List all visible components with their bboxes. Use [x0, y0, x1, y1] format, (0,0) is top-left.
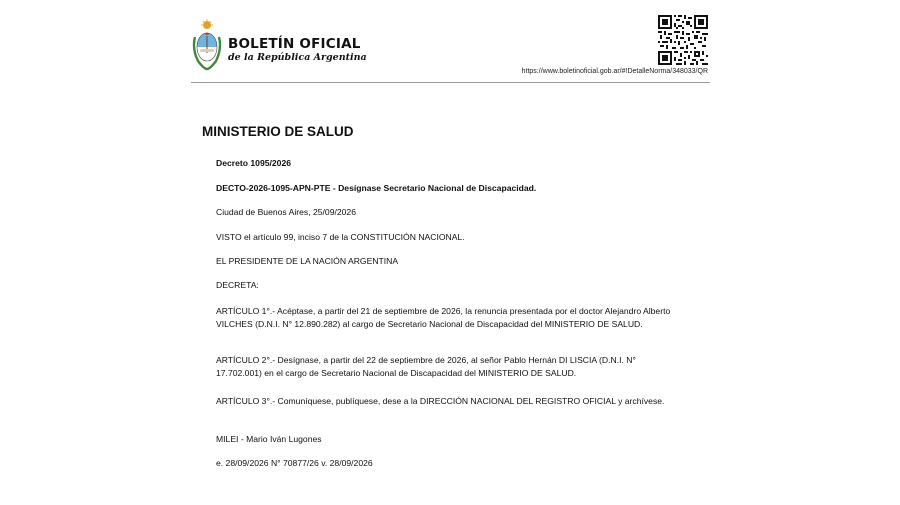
president-line: EL PRESIDENTE DE LA NACIÓN ARGENTINA [216, 256, 399, 266]
decreta-line: DECRETA: [216, 280, 259, 290]
signatures: MILEI - Mario Iván Lugones [216, 434, 322, 444]
brand-title: BOLETÍN OFICIAL [228, 36, 361, 52]
ministry-heading: MINISTERIO DE SALUD [202, 124, 354, 139]
article-1: ARTÍCULO 1°.- Acéptase, a partir del 21 de septiembre de 2026, la renuncia presentada por el doctor Alejandro Alberto VILCHES (D.N.I. N° 12.890.282) al cargo de Secretario Nacional de Discapacidad del MINISTERIO DE SALUD. [216, 306, 671, 329]
publication-line: e. 28/09/2026 N° 70877/26 v. 28/09/2026 [216, 458, 373, 468]
article-3: ARTÍCULO 3°.- Comuníquese, publíquese, dese a la DIRECCIÓN NACIONAL DEL REGISTRO OFICIAL y archívese. [216, 396, 665, 406]
argentina-coat-of-arms-icon [192, 19, 222, 71]
document-url[interactable]: https://www.boletinoficial.gob.ar/#!DetalleNorma/348033/QR [521, 68, 708, 75]
decree-number: Decreto 1095/2026 [216, 158, 292, 168]
brand-subtitle: de la República Argentina [228, 52, 367, 63]
qr-code-icon [658, 15, 708, 65]
article-2: ARTÍCULO 2°.- Desígnase, a partir del 22 de septiembre de 2026, al señor Pablo Hernán DI LISCIA (D.N.I. N° 17.702.001) en el cargo de Secretario Nacional de Discapacidad del MINISTERIO DE SALUD. [216, 355, 636, 378]
place-date: Ciudad de Buenos Aires, 25/09/2026 [216, 207, 356, 217]
page-header [192, 14, 710, 84]
visto-paragraph: VISTO el artículo 99, inciso 7 de la CONSTITUCIÓN NACIONAL. [216, 232, 465, 242]
header-divider [191, 82, 710, 83]
decree-title: DECTO-2026-1095-APN-PTE - Desígnase Secretario Nacional de Discapacidad. [216, 183, 537, 193]
